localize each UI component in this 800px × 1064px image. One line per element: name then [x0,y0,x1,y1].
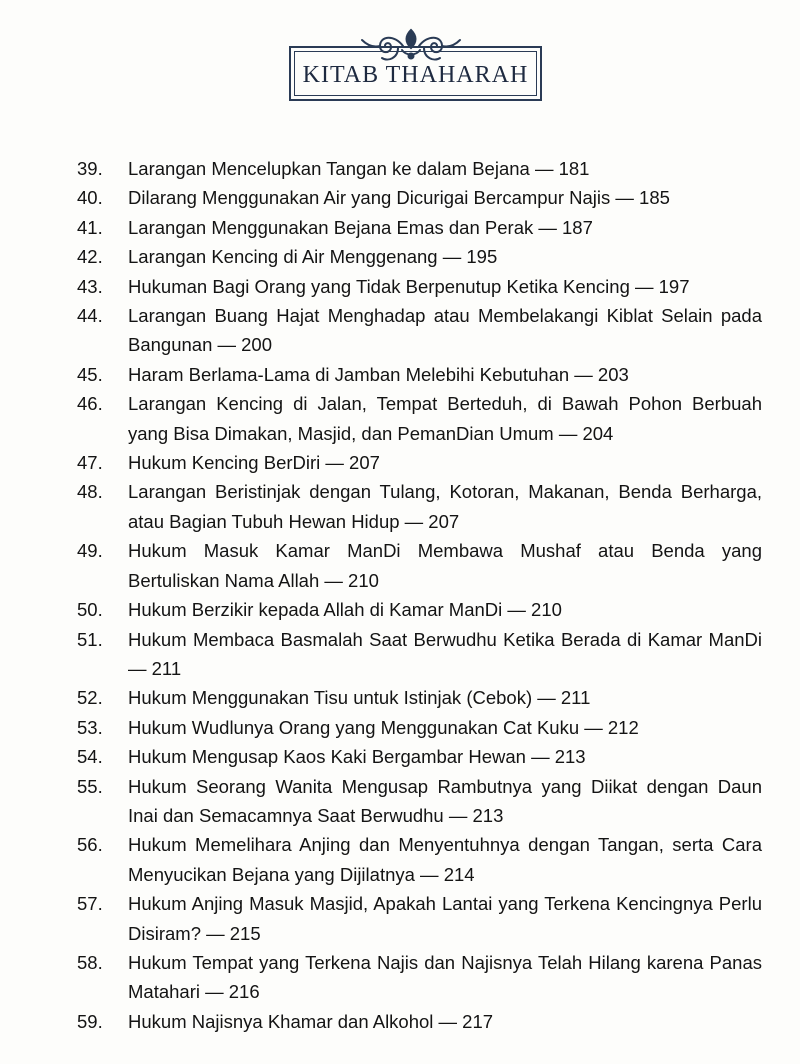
toc-entry [0,301,800,360]
page-title: KITAB THAHARAH [302,62,529,88]
entry-title: Dilarang Menggunakan Air yang Dicurigai Bercampur Najis — 185 [128,187,670,209]
toc-entry [0,830,800,889]
entry-number: 52. [77,687,103,709]
table-of-contents [0,154,800,1036]
toc-entry [0,183,800,212]
entry-number: 42. [77,246,103,268]
entry-number: 41. [77,216,103,238]
toc-entry [0,1007,800,1036]
entry-title: Larangan Buang Hajat Menghadap atau Membelakangi Kiblat Selain pada Bangunan — 200 [128,305,762,356]
entry-number: 53. [77,716,103,738]
toc-entry [0,272,800,301]
entry-title: Larangan Beristinjak dengan Tulang, Kotoran, Makanan, Benda Berharga, atau Bagian Tubuh Hewan Hidup — 207 [128,481,762,532]
entry-number: 48. [77,481,103,503]
entry-title: Hukum Seorang Wanita Mengusap Rambutnya yang Diikat dengan Daun Inai dan Semacamnya Saat Berwudhu — 213 [128,775,762,826]
entry-number: 40. [77,187,103,209]
entry-number: 39. [77,158,103,179]
entry-number: 54. [77,746,103,768]
entry-number: 45. [77,363,103,385]
toc-entry [0,683,800,712]
entry-title: Hukum Memelihara Anjing dan Menyentuhnya dengan Tangan, serta Cara Menyucikan Bejana yang Dijilatnya — 214 [128,834,762,885]
entry-number: 58. [77,951,103,973]
entry-title: Hukum Berzikir kepada Allah di Kamar ManDi — 210 [128,599,562,621]
entry-title: Hukum Mengusap Kaos Kaki Bergambar Hewan — 213 [128,746,586,768]
entry-title: Larangan Mencelupkan Tangan ke dalam Bejana — 181 [128,158,590,179]
toc-entry [0,213,800,242]
entry-number: 56. [77,834,103,856]
entry-title: Hukum Wudlunya Orang yang Menggunakan Cat Kuku — 212 [128,716,639,738]
toc-entry [0,948,800,1007]
toc-entry [0,772,800,831]
entry-number: 59. [77,1010,103,1032]
entry-number: 55. [77,775,103,797]
toc-entry [0,625,800,684]
entry-number: 47. [77,452,103,474]
toc-entry [0,448,800,477]
toc-entry [0,889,800,948]
toc-entry [0,536,800,595]
toc-entry [0,389,800,448]
entry-number: 49. [77,540,103,562]
entry-number: 46. [77,393,103,415]
toc-entry [0,477,800,536]
entry-number: 50. [77,599,103,621]
entry-title: Hukum Anjing Masuk Masjid, Apakah Lantai yang Terkena Kencingnya Perlu Disiram? — 215 [128,893,762,944]
toc-entry [0,713,800,742]
entry-title: Hukuman Bagi Orang yang Tidak Berpenutup Ketika Kencing — 197 [128,275,690,297]
entry-number: 57. [77,893,103,915]
entry-title: Hukum Masuk Kamar ManDi Membawa Mushaf atau Benda yang Bertuliskan Nama Allah — 210 [128,540,762,591]
entry-title: Haram Berlama-Lama di Jamban Melebihi Kebutuhan — 203 [128,363,629,385]
entry-title: Larangan Kencing di Air Menggenang — 195 [128,246,498,268]
entry-title: Larangan Menggunakan Bejana Emas dan Perak — 187 [128,216,593,238]
entry-title: Hukum Membaca Basmalah Saat Berwudhu Ketika Berada di Kamar ManDi — 211 [128,628,762,679]
entry-title: Hukum Najisnya Khamar dan Alkohol — 217 [128,1010,494,1032]
entry-number: 43. [77,275,103,297]
entry-title: Hukum Kencing BerDiri — 207 [128,452,380,474]
toc-entry [0,154,800,183]
title-frame [289,46,542,101]
toc-entry [0,742,800,771]
toc-entry [0,242,800,271]
page-header [0,0,800,140]
entry-title: Larangan Kencing di Jalan, Tempat Berteduh, di Bawah Pohon Berbuah yang Bisa Dimakan, Masjid, dan PemanDian Umum — 204 [128,393,762,444]
toc-entry [0,360,800,389]
entry-number: 51. [77,628,103,650]
toc-entry [0,595,800,624]
entry-title: Hukum Menggunakan Tisu untuk Istinjak (Cebok) — 211 [128,687,591,709]
entry-title: Hukum Tempat yang Terkena Najis dan Najisnya Telah Hilang karena Panas Matahari — 216 [128,951,762,1003]
entry-number: 44. [77,305,103,327]
